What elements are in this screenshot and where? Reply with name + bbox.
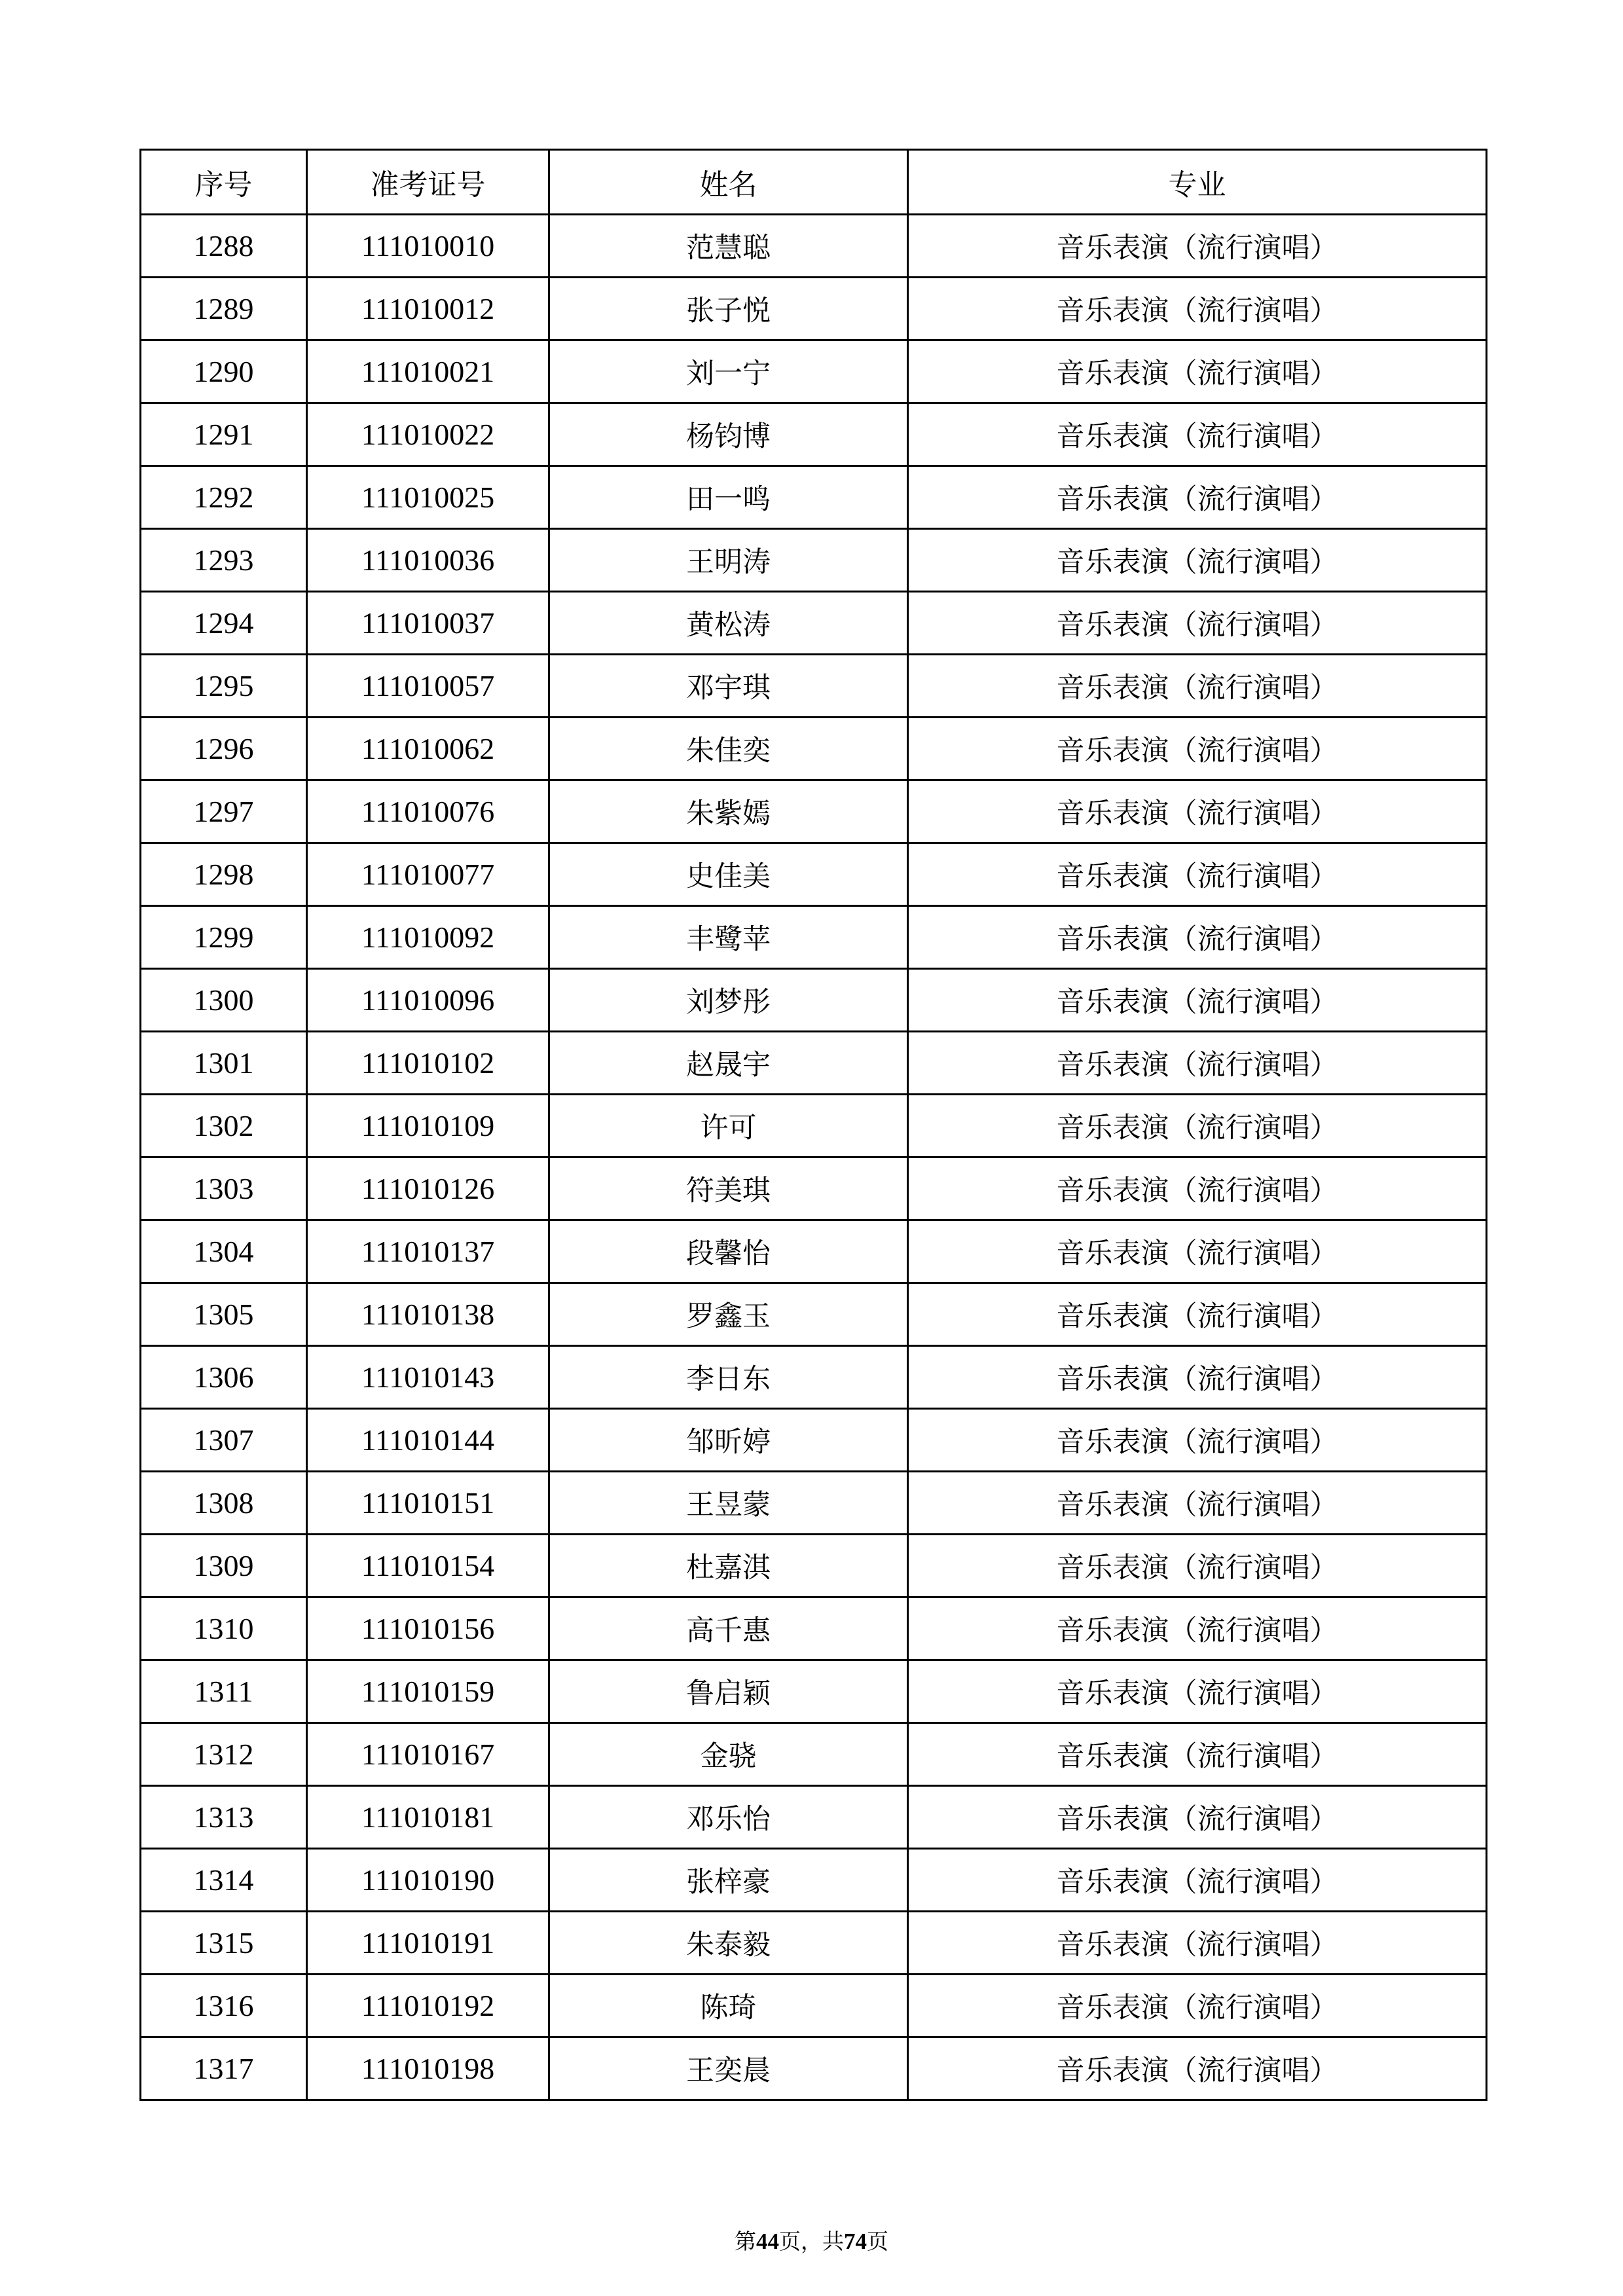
cell-seq: 1315 [141,1912,307,1975]
cell-major: 音乐表演（流行演唱） [908,278,1487,340]
cell-major: 音乐表演（流行演唱） [908,1723,1487,1786]
cell-major: 音乐表演（流行演唱） [908,1346,1487,1409]
cell-name: 赵晟宇 [549,1032,908,1095]
cell-exam-number: 111010190 [307,1849,549,1912]
table-row [141,780,1487,843]
cell-name: 符美琪 [549,1157,908,1220]
cell-name: 高千惠 [549,1597,908,1660]
cell-exam-number: 111010192 [307,1975,549,2037]
table-row [141,1786,1487,1849]
cell-name: 许可 [549,1095,908,1157]
cell-seq: 1310 [141,1597,307,1660]
cell-seq: 1293 [141,529,307,592]
cell-major: 音乐表演（流行演唱） [908,340,1487,403]
footer-prefix: 第 [735,2229,756,2254]
table-row [141,1032,1487,1095]
table-row [141,969,1487,1032]
cell-seq: 1309 [141,1535,307,1597]
cell-name: 段馨怡 [549,1220,908,1283]
cell-exam-number: 111010076 [307,780,549,843]
cell-name: 张梓豪 [549,1849,908,1912]
cell-name: 丰鹭苹 [549,906,908,969]
cell-exam-number: 111010022 [307,403,549,466]
cell-seq: 1314 [141,1849,307,1912]
cell-exam-number: 111010077 [307,843,549,906]
cell-exam-number: 111010156 [307,1597,549,1660]
table-row [141,1472,1487,1535]
cell-exam-number: 111010037 [307,592,549,655]
table-row [141,1849,1487,1912]
page-footer [0,2225,1623,2255]
admission-table [139,149,1487,2101]
cell-major: 音乐表演（流行演唱） [908,1472,1487,1535]
table-row [141,1975,1487,2037]
cell-name: 邓乐怡 [549,1786,908,1849]
cell-seq: 1306 [141,1346,307,1409]
cell-exam-number: 111010102 [307,1032,549,1095]
cell-major: 音乐表演（流行演唱） [908,655,1487,718]
cell-exam-number: 111010159 [307,1660,549,1723]
cell-major: 音乐表演（流行演唱） [908,592,1487,655]
cell-seq: 1302 [141,1095,307,1157]
cell-seq: 1301 [141,1032,307,1095]
cell-exam-number: 111010191 [307,1912,549,1975]
cell-major: 音乐表演（流行演唱） [908,1597,1487,1660]
header-exam-number: 准考证号 [307,150,549,215]
cell-major: 音乐表演（流行演唱） [908,529,1487,592]
cell-name: 刘梦彤 [549,969,908,1032]
cell-exam-number: 111010109 [307,1095,549,1157]
cell-name: 田一鸣 [549,466,908,529]
cell-major: 音乐表演（流行演唱） [908,1849,1487,1912]
cell-seq: 1288 [141,215,307,278]
table-row [141,1157,1487,1220]
cell-seq: 1295 [141,655,307,718]
cell-exam-number: 111010021 [307,340,549,403]
table-row [141,529,1487,592]
cell-name: 张子悦 [549,278,908,340]
cell-exam-number: 111010151 [307,1472,549,1535]
table-row [141,1912,1487,1975]
cell-exam-number: 111010092 [307,906,549,969]
cell-exam-number: 111010025 [307,466,549,529]
cell-exam-number: 111010167 [307,1723,549,1786]
cell-seq: 1316 [141,1975,307,2037]
table-row [141,718,1487,780]
cell-major: 音乐表演（流行演唱） [908,1283,1487,1346]
table-row [141,278,1487,340]
cell-name: 罗鑫玉 [549,1283,908,1346]
cell-major: 音乐表演（流行演唱） [908,1975,1487,2037]
cell-seq: 1296 [141,718,307,780]
cell-exam-number: 111010057 [307,655,549,718]
cell-major: 音乐表演（流行演唱） [908,1786,1487,1849]
table-row [141,403,1487,466]
cell-seq: 1290 [141,340,307,403]
cell-name: 李日东 [549,1346,908,1409]
cell-exam-number: 111010062 [307,718,549,780]
cell-exam-number: 111010143 [307,1346,549,1409]
cell-major: 音乐表演（流行演唱） [908,466,1487,529]
cell-seq: 1313 [141,1786,307,1849]
cell-name: 朱紫嫣 [549,780,908,843]
cell-name: 朱泰毅 [549,1912,908,1975]
cell-major: 音乐表演（流行演唱） [908,1032,1487,1095]
table-row [141,1723,1487,1786]
table-row [141,215,1487,278]
cell-name: 朱佳奕 [549,718,908,780]
header-name: 姓名 [549,150,908,215]
cell-name: 王奕晨 [549,2037,908,2100]
cell-seq: 1317 [141,2037,307,2100]
cell-seq: 1298 [141,843,307,906]
table-row [141,2037,1487,2100]
cell-name: 邹昕婷 [549,1409,908,1472]
cell-name: 王明涛 [549,529,908,592]
cell-exam-number: 111010096 [307,969,549,1032]
table-row [141,1660,1487,1723]
cell-major: 音乐表演（流行演唱） [908,1095,1487,1157]
cell-major: 音乐表演（流行演唱） [908,780,1487,843]
cell-major: 音乐表演（流行演唱） [908,843,1487,906]
table-row [141,843,1487,906]
cell-exam-number: 111010138 [307,1283,549,1346]
cell-major: 音乐表演（流行演唱） [908,1535,1487,1597]
cell-name: 杜嘉淇 [549,1535,908,1597]
cell-major: 音乐表演（流行演唱） [908,1912,1487,1975]
cell-name: 刘一宁 [549,340,908,403]
table-header-row [141,150,1487,215]
table-row [141,1283,1487,1346]
cell-exam-number: 111010198 [307,2037,549,2100]
cell-name: 杨钧博 [549,403,908,466]
cell-major: 音乐表演（流行演唱） [908,215,1487,278]
cell-major: 音乐表演（流行演唱） [908,1660,1487,1723]
cell-seq: 1303 [141,1157,307,1220]
table-row [141,466,1487,529]
cell-seq: 1289 [141,278,307,340]
cell-seq: 1308 [141,1472,307,1535]
cell-seq: 1311 [141,1660,307,1723]
table-row [141,906,1487,969]
cell-major: 音乐表演（流行演唱） [908,1220,1487,1283]
cell-name: 王昱蒙 [549,1472,908,1535]
cell-name: 鲁启颖 [549,1660,908,1723]
cell-name: 陈琦 [549,1975,908,2037]
cell-major: 音乐表演（流行演唱） [908,2037,1487,2100]
cell-exam-number: 111010126 [307,1157,549,1220]
current-page-number: 44 [756,2229,779,2254]
cell-major: 音乐表演（流行演唱） [908,403,1487,466]
table-row [141,1095,1487,1157]
cell-name: 范慧聪 [549,215,908,278]
table-row [141,1409,1487,1472]
header-seq: 序号 [141,150,307,215]
footer-suffix: 页 [867,2229,888,2254]
cell-seq: 1307 [141,1409,307,1472]
cell-major: 音乐表演（流行演唱） [908,1157,1487,1220]
cell-exam-number: 111010012 [307,278,549,340]
table-row [141,655,1487,718]
table-row [141,592,1487,655]
total-page-count: 74 [844,2229,867,2254]
cell-name: 邓宇琪 [549,655,908,718]
cell-exam-number: 111010010 [307,215,549,278]
cell-major: 音乐表演（流行演唱） [908,969,1487,1032]
cell-major: 音乐表演（流行演唱） [908,718,1487,780]
cell-major: 音乐表演（流行演唱） [908,1409,1487,1472]
cell-seq: 1299 [141,906,307,969]
cell-name: 史佳美 [549,843,908,906]
cell-exam-number: 111010154 [307,1535,549,1597]
cell-seq: 1312 [141,1723,307,1786]
cell-seq: 1291 [141,403,307,466]
cell-seq: 1304 [141,1220,307,1283]
cell-name: 黄松涛 [549,592,908,655]
cell-exam-number: 111010137 [307,1220,549,1283]
table-row [141,1346,1487,1409]
table-row [141,1535,1487,1597]
cell-exam-number: 111010036 [307,529,549,592]
cell-seq: 1300 [141,969,307,1032]
cell-seq: 1305 [141,1283,307,1346]
cell-seq: 1292 [141,466,307,529]
admission-list-sheet [139,149,1486,2101]
cell-major: 音乐表演（流行演唱） [908,906,1487,969]
cell-exam-number: 111010181 [307,1786,549,1849]
footer-middle: 页，共 [779,2229,844,2254]
table-body [141,215,1487,2100]
cell-exam-number: 111010144 [307,1409,549,1472]
cell-seq: 1294 [141,592,307,655]
cell-name: 金骁 [549,1723,908,1786]
header-major: 专业 [908,150,1487,215]
cell-seq: 1297 [141,780,307,843]
table-row [141,1597,1487,1660]
table-row [141,1220,1487,1283]
table-row [141,340,1487,403]
